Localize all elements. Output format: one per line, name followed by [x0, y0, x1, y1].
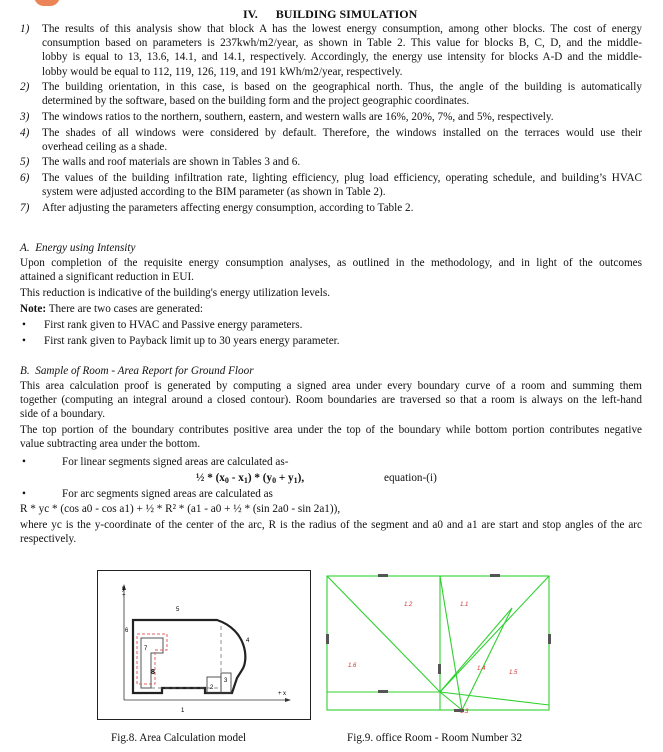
- segment-label: 5: [176, 607, 180, 613]
- axis-label: +: [278, 691, 282, 697]
- section-a-p1-line1: Upon completion of the requisite energy consumption analyses, as outlined in the methodology, and in light of the outcomes: [20, 257, 642, 269]
- section-b-p2-line1: The top portion of the boundary contributes positive area under the top of the boundary while bottom portion contributes negative: [20, 424, 642, 436]
- section-b-p2-line2: value subtracting area under the bottom.: [20, 438, 201, 450]
- bullet-glyph: •: [22, 456, 26, 468]
- arc-formula: R * yc * (cos a0 - cos a1) + ½ * R² * (a1 - a0 + ½ * (sin 2a0 - sin 2a1)),: [20, 503, 341, 515]
- room-label: 1.4: [477, 666, 486, 672]
- where-line-1: where yc is the y-coordinate of the center of the arc, R is the radius of the segment and a0 and a1 are start and stop angles of the arc: [20, 519, 642, 531]
- list-item-line: determined by the software, based on the building form and the project geographic coordinates.: [42, 95, 470, 108]
- list-item-line: The building orientation, in this case, is based on the geographical north. Thus, the angle of the building is automatically: [42, 81, 642, 94]
- segment-label: 7: [144, 646, 148, 652]
- list-item-line: The values of the building infiltration rate, lighting efficiency, plug load efficiency, operating schedule, and building’s HVAC: [42, 172, 642, 184]
- list-item-line: consumption based on parameters is 237kwh/m2/year, as shown in Table 2. This value for blocks B, C, D, and the middle-: [42, 37, 642, 50]
- eq-part: ½ * (x: [196, 472, 225, 484]
- list-item-line: overhead ceiling as a shade.: [42, 140, 168, 153]
- eq-part: + y: [276, 472, 294, 484]
- bullet-glyph: •: [22, 319, 26, 331]
- figure-8-area-calculation-model: [97, 570, 311, 720]
- section-b-p1-line3: side of a boundary.: [20, 408, 106, 420]
- section-a-p1-line2: attained a significant reduction in EUI.: [20, 271, 194, 283]
- list-item-line: lobby is equal to 13, 13.6, 14.1, and 14.1, respectively. Accordingly, the energy use intensity for blocks A-D and the middle-: [42, 51, 642, 64]
- figure-9-office-room: [322, 570, 554, 718]
- list-number: 1): [20, 23, 30, 35]
- list-number: 7): [20, 201, 30, 214]
- eq-part: ),: [297, 472, 305, 484]
- eq-part: ) * (y: [247, 472, 273, 484]
- room-label: 1.3: [460, 709, 469, 715]
- section-b-heading: B. Sample of Room - Area Report for Ground Floor: [20, 365, 254, 377]
- section-b-bullet-2: For arc segments signed areas are calculated as: [62, 488, 273, 500]
- section-a-bullet-1: First rank given to HVAC and Passive energy parameters.: [44, 319, 303, 331]
- list-item-line: The results of this analysis show that block A has the lowest energy consumption, among other blocks. The cost of energy: [42, 23, 642, 35]
- section-b-p1-line2: together (computing an integral around a closed contour). Room boundaries are traversed so that a room is always on the left-hand: [20, 394, 642, 406]
- segment-label: 1: [181, 708, 185, 714]
- list-item-line: lobby would be equal to 112, 119, 126, 119, and 191 kWh/m2/year, respectively.: [42, 65, 403, 78]
- eq-sub: 1: [293, 476, 298, 485]
- bullet-glyph: •: [22, 488, 26, 500]
- section-heading: IV. BUILDING SIMULATION: [243, 7, 418, 21]
- figure-8-caption: Fig.8. Area Calculation model: [111, 732, 247, 744]
- equation-label: equation-(i): [384, 472, 437, 484]
- segment-label: 8: [151, 669, 155, 676]
- eq-part: - x: [228, 472, 244, 484]
- axis-label: x: [283, 691, 286, 697]
- list-item-line: The shades of all windows were considered by default. Therefore, the windows installed on the terraces would use their: [42, 126, 642, 139]
- segment-label: 2: [210, 685, 214, 691]
- note-label: Note:: [20, 303, 47, 315]
- axis-label: +: [122, 593, 126, 599]
- list-item-line: system were adjusted according to the BIM parameter (as shown in Table 2).: [42, 186, 386, 199]
- room-label: 1.6: [348, 663, 357, 669]
- note-text: There are two cases are generated:: [46, 303, 204, 315]
- bullet-glyph: •: [22, 335, 26, 347]
- segment-label: 6: [125, 628, 129, 634]
- eq-sub: 0: [224, 476, 229, 485]
- segment-label: 3: [224, 678, 228, 684]
- section-a-bullet-2: First rank given to Payback limit up to 30 years energy parameter.: [44, 335, 340, 347]
- section-a-note: [20, 302, 203, 316]
- where-line-2: respectively.: [20, 533, 77, 545]
- segment-label: 4: [246, 638, 250, 644]
- eq-sub: 0: [272, 476, 277, 485]
- list-number: 2): [20, 81, 30, 94]
- list-number: 5): [20, 156, 30, 169]
- figure-9-caption: Fig.9. office Room - Room Number 32: [347, 732, 523, 744]
- list-item-line: After adjusting the parameters affecting energy consumption, according to Table 2.: [42, 201, 414, 214]
- room-label: 1.2: [404, 602, 413, 608]
- eq-sub: 1: [243, 476, 248, 485]
- list-number: 6): [20, 172, 30, 184]
- room-label: 1.1: [460, 602, 469, 608]
- axis-label: y: [122, 586, 125, 592]
- list-number: 3): [20, 111, 30, 123]
- section-b-p1-line1: This area calculation proof is generated by computing a signed area under every boundary curve of a room and summing them: [20, 380, 642, 392]
- section-a-p2: This reduction is indicative of the building's energy utilization levels.: [20, 287, 331, 299]
- list-item-line: The walls and roof materials are shown in Tables 3 and 6.: [42, 156, 301, 169]
- page-corner-decoration: [34, 0, 60, 6]
- room-label: 1.5: [509, 670, 518, 676]
- section-b-bullet-1: For linear segments signed areas are calculated as-: [62, 456, 289, 468]
- linear-equation: [196, 471, 304, 488]
- list-number: 4): [20, 126, 30, 139]
- list-item-line: The windows ratios to the northern, southern, eastern, and western walls are 16%, 20%, 7%, and 5%, respectively.: [42, 111, 554, 123]
- section-a-heading: A. Energy using Intensity: [20, 242, 136, 254]
